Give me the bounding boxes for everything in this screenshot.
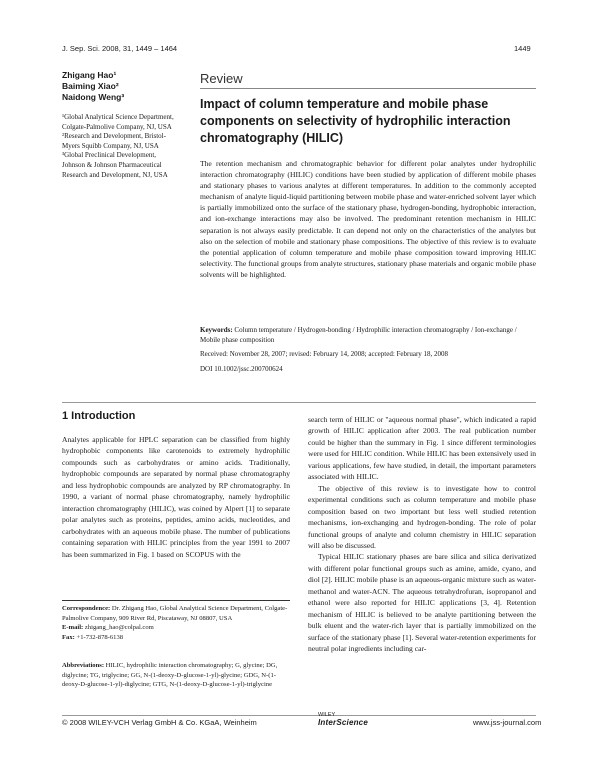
- running-head-citation: J. Sep. Sci. 2008, 31, 1449 – 1464: [62, 44, 178, 53]
- abbreviations-text: HILIC, hydrophilic interaction chromatography; G, glycine; DG, diglycine; TG, triglycine; GG, N-(1-deoxy-D-glucose-1-yl)-glycine; GDG, N-(1-deoxy-D-glucose-1-yl)-diglycine; GTG, N-(1-deoxy-D-glucose-1-yl)-triglycine: [62, 662, 278, 689]
- abstract: The retention mechanism and chromatographic behavior for different polar analytes under hydrophilic interaction chromatography (HILIC) conditions have been studied by application of different mobile phases and stationary phases to various analytes at different temperatures. In addition to the commonly accepted mechanism of analyte liquid-liquid partitioning between mobile phase and water-enriched solvent layer which is partially immobilized onto the surface of the stationary phase, hydrogen-bonding, hydrophobic interaction, and ion-exchange interactions may also be involved. The predominant retention mechanism in HILIC separation is not always easily predictable. It can depend not only on the characteristics of the analytes but also on the selection of mobile and stationary phase compositions. The objective of this review is to evaluate the potential application of column temperature and mobile phase composition toward improving HILIC selectivity. The functional groups from analyte structures, stationary phase materials and organic mobile phase solvents will be highlighted.: [200, 159, 536, 279]
- correspondence-label: Correspondence:: [62, 605, 111, 612]
- fax-number: +1-732-878-6138: [74, 633, 124, 641]
- logo-interscience-text: InterScience: [318, 718, 368, 727]
- paragraph: The objective of this review is to investigate how to control experimental conditions such as column temperature and mobile phase composition based on two important but less well studied retention mechanisms, ion-exchanging and hydrogen-bonding. The role of polar functional groups of analyte and column chemistry in HILIC separation will also be discussed.: [308, 483, 536, 550]
- author-name: Naidong Weng³: [62, 92, 125, 102]
- paragraph: search term of HILIC or "aqueous normal phase", which indicated a rapid growth of HILIC application after 2003. The real publication number could be higher than the summary in Fig. 1 since different terminologies were used for HILIC condition. While HILIC has been extensively used in various applications, few have studied, in detail, the important parameters associated with HILIC.: [308, 415, 536, 482]
- correspondence-text: Dr. Zhigang Hao, Global Analytical Science Department, Colgate-Palmolive Company, 909 River Rd, Piscataway, NJ 08807, USA: [62, 605, 288, 622]
- page-number: 1449: [514, 44, 531, 53]
- email-address[interactable]: zhigang_hao@colpal.com: [83, 624, 154, 632]
- publisher-logo: [318, 712, 368, 727]
- section-heading: 1 Introduction: [62, 410, 136, 422]
- author-name: Baiming Xiao²: [62, 81, 119, 91]
- copyright-notice: © 2008 WILEY-VCH Verlag GmbH & Co. KGaA, Weinheim: [62, 718, 257, 727]
- fax-label: Fax:: [62, 633, 75, 641]
- affiliation-list: [62, 113, 180, 180]
- journal-website-link[interactable]: www.jss-journal.com: [473, 718, 542, 727]
- abbreviations-label: Abbreviations:: [62, 662, 105, 669]
- article-title: Impact of column temperature and mobile phase components on selectivity of hydrophilic interaction chromatography (HILIC): [200, 97, 511, 145]
- keywords-label: Keywords:: [200, 326, 233, 334]
- body-column-right: [308, 414, 536, 655]
- email-label: E-mail:: [62, 624, 84, 632]
- footnote-divider: [62, 600, 290, 601]
- abbreviations-note: [62, 661, 290, 690]
- section-divider: [62, 402, 536, 403]
- correspondence-note: [62, 604, 290, 642]
- author-list: [62, 70, 182, 103]
- article-type-label: Review: [200, 71, 243, 86]
- keywords: [200, 325, 536, 345]
- paragraph: Typical HILIC stationary phases are bare silica and silica derivatized with different polar functional groups such as amine, amide, cyano, and diol [2]. HILIC mobile phase is an aqueous-organic mixture such as water-methanol and water-ACN. The aqueous tetrahydrofuran, isopropanol and ethanol were also reported for HILIC applications [3, 4]. Retention mechanism of HILIC is believed to be analyte partitioning between the bulk eluent and the water-rich layer that is partially immobilized on the surface of the stationary phase [1]. Several water-retention experiments for neutral polar ingredients including car-: [308, 552, 536, 654]
- logo-wiley-text: WILEY: [318, 712, 336, 718]
- footer-divider: [62, 715, 536, 716]
- affiliation: ²Research and Development, Bristol-Myers Squibb Company, NJ, USA: [62, 132, 166, 150]
- doi: DOI 10.1002/jssc.200700624: [200, 365, 283, 373]
- affiliation: ¹Global Analytical Science Department, Colgate-Palmolive Company, NJ, USA: [62, 113, 174, 131]
- received-dates: Received: November 28, 2007; revised: February 14, 2008; accepted: February 18, 2008: [200, 350, 449, 358]
- affiliation: ³Global Preclinical Development, Johnson & Johnson Pharmaceutical Research and Development, NJ, USA: [62, 151, 168, 179]
- header-divider: [200, 88, 536, 89]
- body-column-left: Analytes applicable for HPLC separation can be classified from highly hydrophobic components like carotenoids to extremely hydrophilic compounds such as carbohydrates or amino acids. Traditionally, hydrophobic compounds are separated by normal phase chromatography and less hydrophobic compounds are analyzed by RP chromatography. In 1990, a variant of normal phase chromatography, namely hydrophilic interaction chromatography (HILIC), was coined by Alpert [1] to separate polar analytes such as proteins, peptides, amino acids, nucleotides, and carbohydrates with an aqueous mobile phase. The number of publications containing separation with HILIC principles from the year 1991 to 2007 has been summarized in Fig. 1 based on SCOPUS with the: [62, 435, 290, 559]
- author-name: Zhigang Hao¹: [62, 70, 117, 80]
- keywords-text: Column temperature / Hydrogen-bonding / Hydrophilic interaction chromatography / Ion-exchange / Mobile phase composition: [200, 326, 517, 344]
